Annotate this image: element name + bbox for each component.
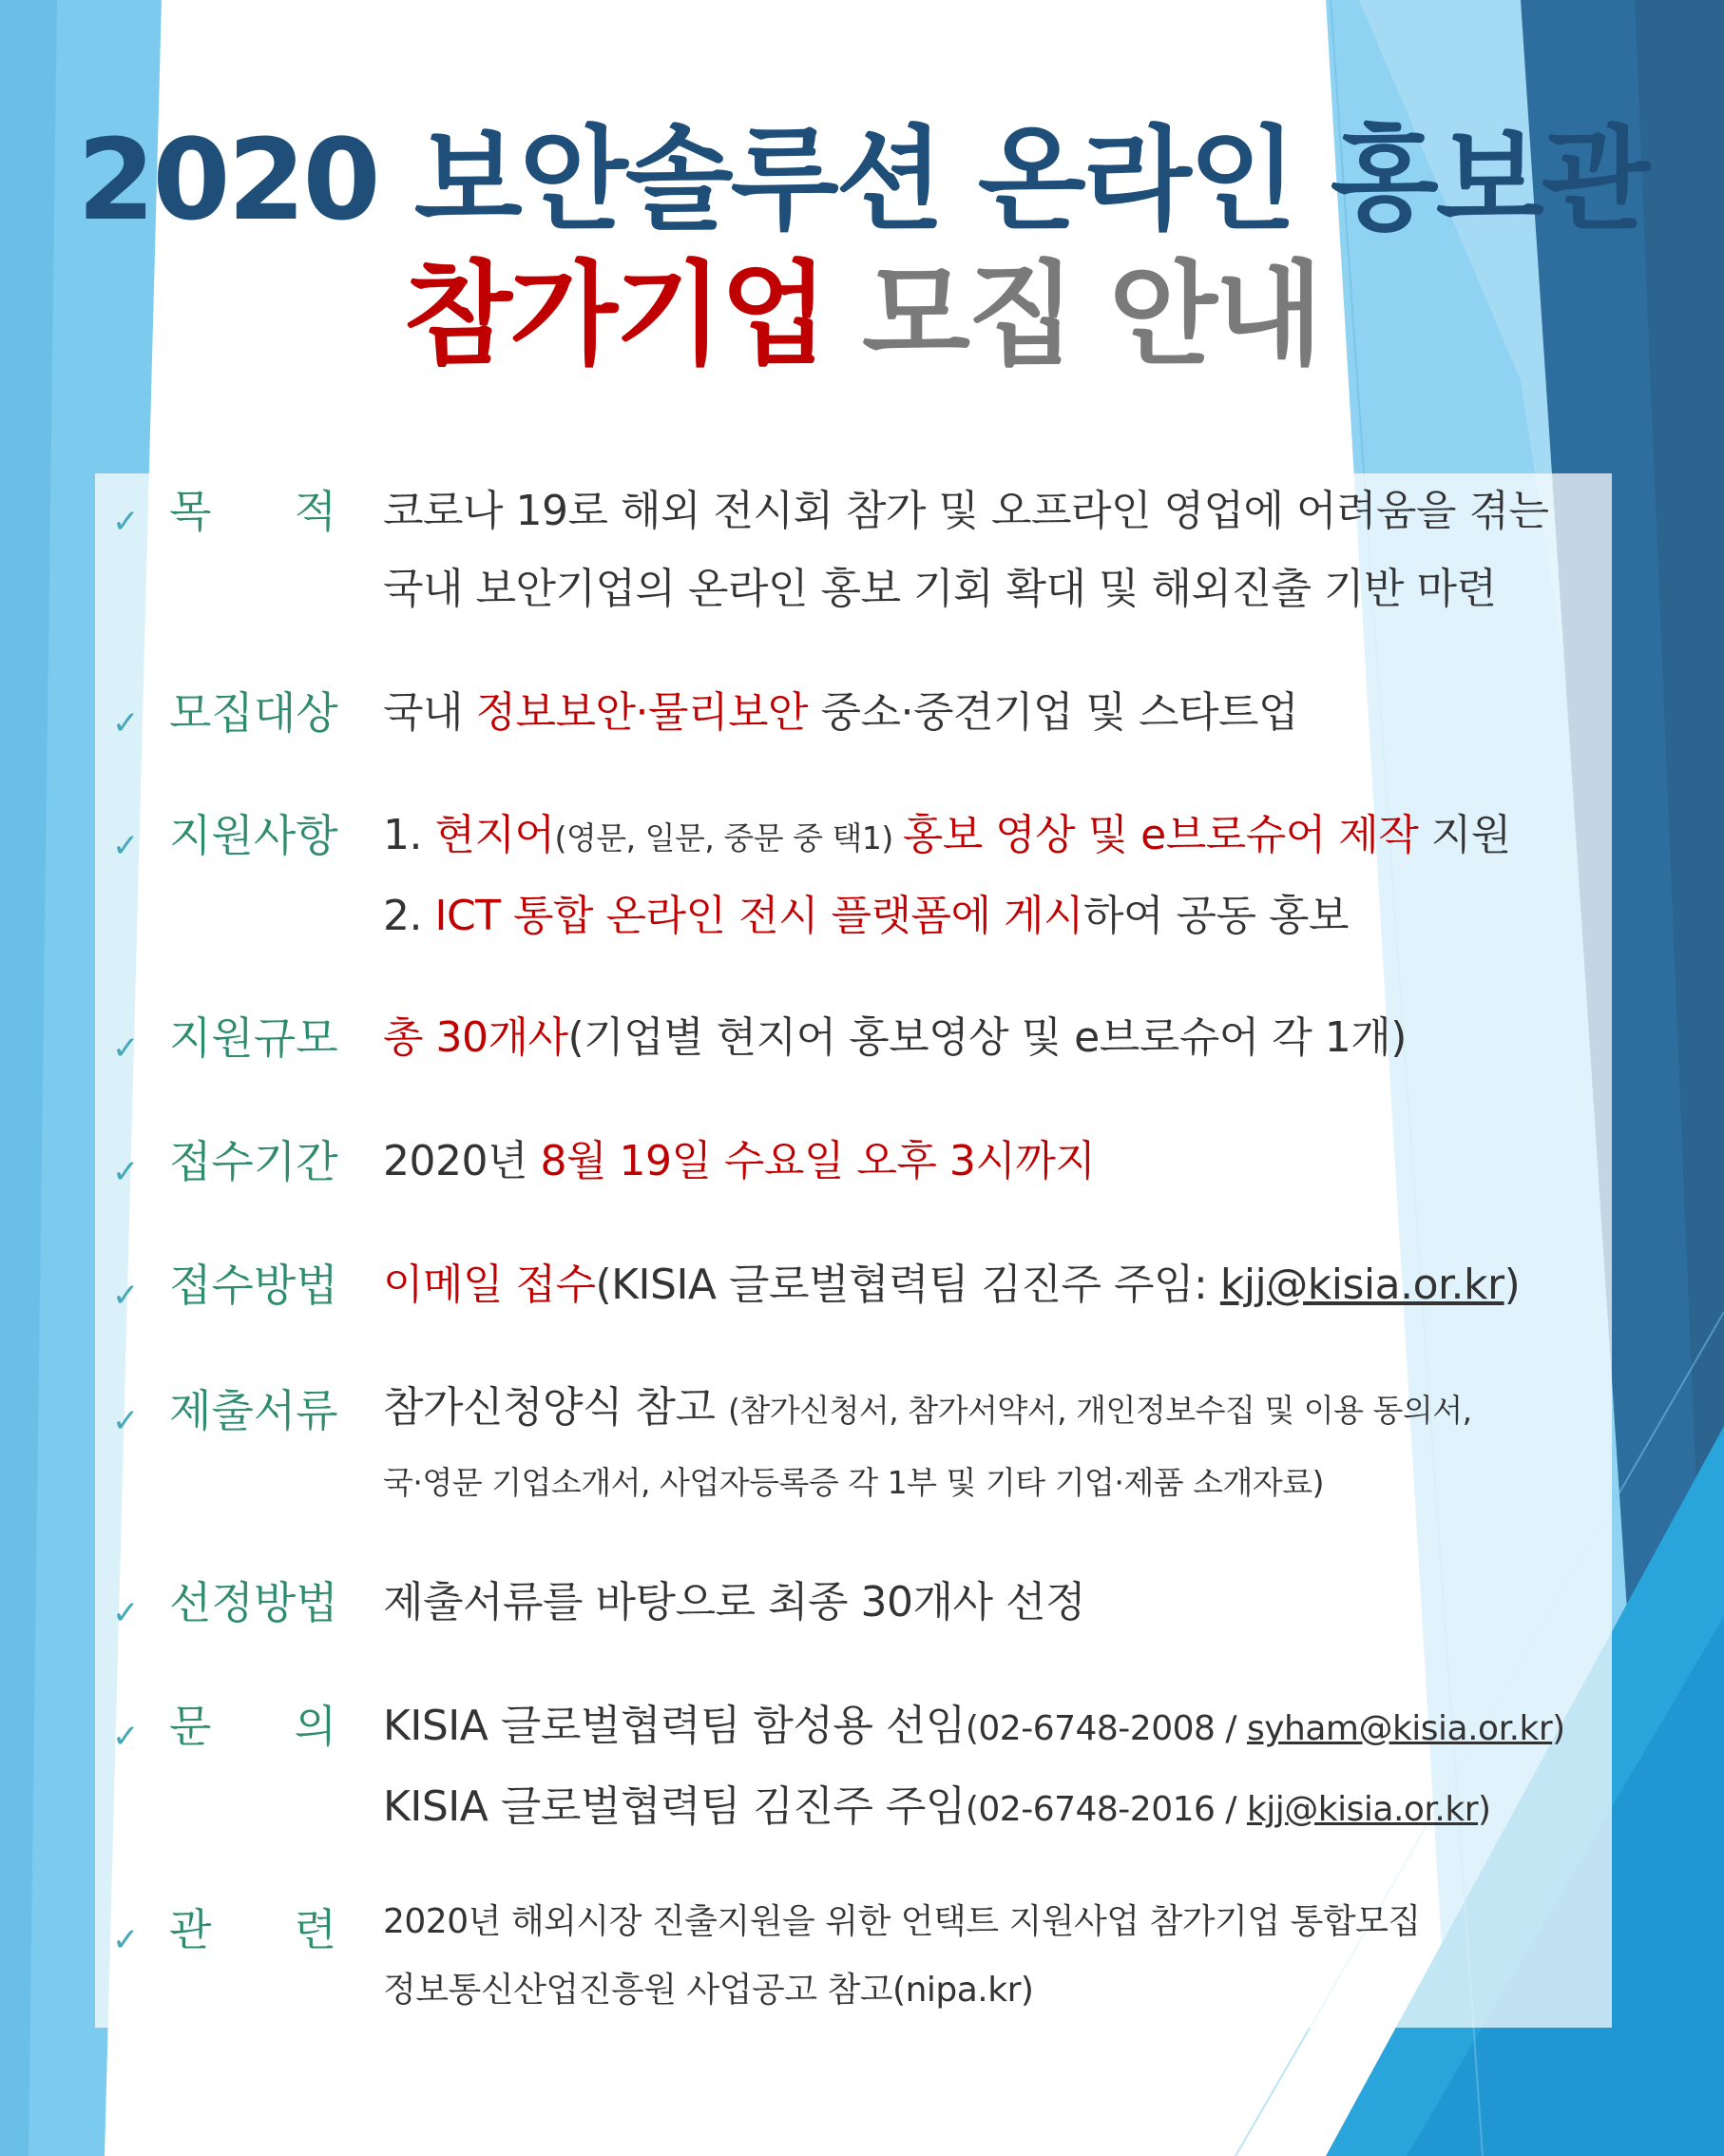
- section-content: 1. 현지어(영문, 일문, 중문 중 택1) 홍보 영상 및 e브로슈어 제작 지원 2. ICT 통합 온라인 전시 플랫폼에 게시하여 공동 홍보: [383, 811, 1511, 940]
- check-icon: ✓: [112, 1718, 140, 1756]
- check-icon: ✓: [112, 1402, 140, 1440]
- section-label: 지원규모: [169, 1012, 338, 1064]
- email-link[interactable]: kjj@kisia.or.kr: [1246, 1790, 1479, 1829]
- check-icon: ✓: [112, 1921, 140, 1959]
- section-label: 지원사항: [169, 810, 338, 861]
- title-line-1: 2020 보안솔루션 온라인 홍보관: [77, 114, 1647, 245]
- title-rest: 모집 안내: [862, 249, 1321, 380]
- check-icon: ✓: [112, 827, 140, 865]
- section-label: 목 적: [169, 486, 336, 537]
- title-highlight: 참가기업: [403, 249, 826, 380]
- section-content: 제출서류를 바탕으로 최종 30개사 선정: [383, 1578, 1085, 1627]
- section-content: 총 30개사(기업별 현지어 홍보영상 및 e브로슈어 각 1개): [383, 1013, 1407, 1062]
- email-link[interactable]: kjj@kisia.or.kr: [1219, 1261, 1504, 1309]
- section-content: 국내 정보보안·물리보안 중소·중견기업 및 스타트업: [383, 688, 1299, 737]
- section-content: 2020년 8월 19일 수요일 오후 3시까지: [383, 1137, 1096, 1185]
- section-label: 문 의: [169, 1701, 336, 1752]
- check-icon: ✓: [112, 1277, 140, 1315]
- section-label: 접수방법: [169, 1260, 338, 1311]
- section-content: KISIA 글로벌협력팀 함성용 선임(02-6748-2008 / syham@kisia.or.kr) KISIA 글로벌협력팀 김진주 주임(02-6748-2016 / kjj@kisia.or.kr): [383, 1702, 1565, 1831]
- check-icon: ✓: [112, 704, 140, 742]
- section-label: 관 련: [169, 1904, 336, 1955]
- email-link[interactable]: syham@kisia.or.kr: [1246, 1709, 1553, 1748]
- section-label: 접수기간: [169, 1136, 338, 1187]
- check-icon: ✓: [112, 1153, 140, 1191]
- title-line-2: [0, 247, 1724, 382]
- check-icon: ✓: [112, 503, 140, 541]
- section-content: 이메일 접수(KISIA 글로벌협력팀 김진주 주임: kjj@kisia.or.kr): [383, 1261, 1521, 1309]
- section-content: 참가신청양식 참고 (참가신청서, 참가서약서, 개인정보수집 및 이용 동의서, 국·영문 기업소개서, 사업자등록증 각 1부 및 기타 기업·제품 소개자료): [383, 1383, 1472, 1501]
- check-icon: ✓: [112, 1030, 140, 1068]
- section-content: 2020년 해외시장 진출지원을 위한 언택트 지원사업 참가기업 통합모집 정보통신산업진흥원 사업공고 참고(nipa.kr): [383, 1902, 1421, 2010]
- section-label: 제출서류: [169, 1385, 338, 1436]
- page-title: [0, 112, 1724, 382]
- check-icon: ✓: [112, 1594, 140, 1632]
- section-label: 선정방법: [169, 1577, 338, 1628]
- section-label: 모집대상: [169, 687, 338, 739]
- section-content: 코로나 19로 해외 전시회 참가 및 오프라인 영업에 어려움을 겪는 국내 보안기업의 온라인 홍보 기회 확대 및 해외진출 기반 마련: [383, 487, 1549, 613]
